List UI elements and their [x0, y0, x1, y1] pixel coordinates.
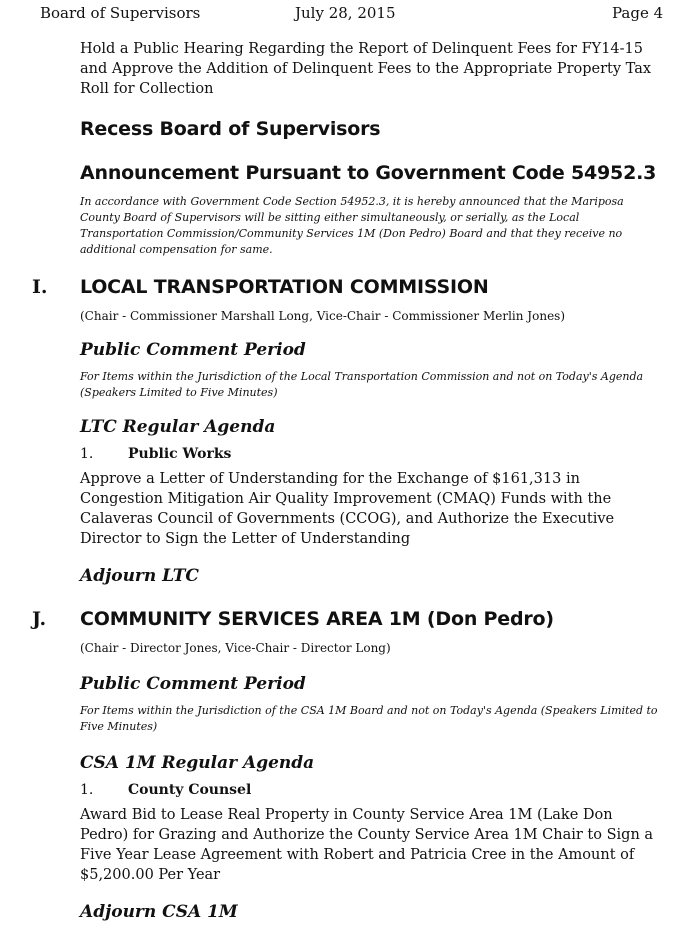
section-i-title: LOCAL TRANSPORTATION COMMISSION	[80, 276, 489, 298]
section-j-public-comment-heading: Public Comment Period	[80, 674, 306, 694]
ltc-item-text: Approve a Letter of Understanding for the Exchange of $161,313 in Congestion Mitigation Air Quality Improvement (CMAQ) Funds with the Calaveras Council of Governments (CCOG), and Authorize the Executive Director to Sign the Letter of Understanding	[80, 471, 615, 547]
ltc-item-number: 1.	[80, 446, 94, 462]
announcement-heading: Announcement Pursuant to Government Code 54952.3	[80, 162, 657, 184]
ltc-agenda-heading: LTC Regular Agenda	[80, 417, 276, 437]
section-i-chair: (Chair - Commissioner Marshall Long, Vice-Chair - Commissioner Merlin Jones)	[80, 309, 566, 323]
csa-item-text: Award Bid to Lease Real Property in County Service Area 1M (Lake Don Pedro) for Grazing and Authorize the County Service Area 1M Chair to Sign a Five Year Lease Agreement with Robert and Patricia Cree in the Amount of $5,200.00 Per Year	[80, 807, 654, 883]
section-i-public-comment-text: For Items within the Jurisdiction of the Local Transportation Commission and not on Today's Agenda (Speakers Limited to Five Minutes)	[80, 370, 644, 399]
section-j-public-comment-text: For Items within the Jurisdiction of the CSA 1M Board and not on Today's Agenda (Speakers Limited to Five Minutes)	[80, 704, 658, 733]
section-i-letter: I.	[32, 276, 48, 298]
csa-agenda-heading: CSA 1M Regular Agenda	[80, 753, 315, 773]
header-page-number: Page 4	[612, 4, 664, 22]
delinquent-fees-item-text: Hold a Public Hearing Regarding the Report of Delinquent Fees for FY14-15 and Approve the Addition of Delinquent Fees to the Appropriate Property Tax Roll for Collection	[80, 41, 652, 97]
header-date: July 28, 2015	[295, 4, 396, 22]
csa-item-title: County Counsel	[128, 782, 252, 798]
adjourn-csa: Adjourn CSA 1M	[80, 902, 238, 922]
csa-item-number: 1.	[80, 782, 94, 798]
recess-heading: Recess Board of Supervisors	[80, 118, 381, 140]
section-i-public-comment-heading: Public Comment Period	[80, 340, 306, 360]
announcement-text: In accordance with Government Code Section 54952.3, it is hereby announced that the Mariposa County Board of Supervisors will be sitting either simultaneously, or serially, as the Local Transportation Commission/Community Services 1M (Don Pedro) Board and that they receive no additional compensation for same.	[80, 195, 624, 256]
header-board-name: Board of Supervisors	[40, 4, 201, 22]
section-j-title: COMMUNITY SERVICES AREA 1M (Don Pedro)	[80, 608, 554, 630]
ltc-item-title: Public Works	[128, 446, 232, 462]
adjourn-ltc: Adjourn LTC	[80, 566, 199, 586]
section-j-chair: (Chair - Director Jones, Vice-Chair - Director Long)	[80, 641, 391, 655]
section-j-letter: J.	[32, 608, 47, 630]
